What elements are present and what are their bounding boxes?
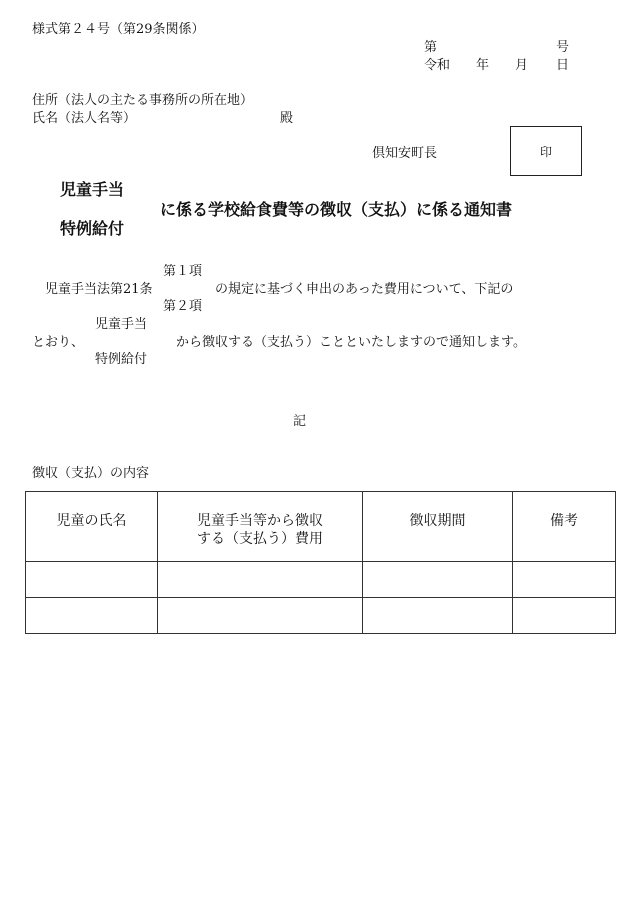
ki-mark: 記 [293,414,307,429]
header-child-name: 児童の氏名 [26,492,158,562]
seal-label: 印 [539,144,552,159]
table-row [26,598,616,634]
issuer-name: 倶知安町長 [372,146,438,161]
content-table [25,491,616,634]
date-day: 日 [556,58,570,73]
table-cell[interactable] [363,598,513,634]
title-main: に係る学校給食費等の徴収（支払）に係る通知書 [160,200,513,219]
title-option-a: 児童手当 [60,180,125,199]
table-cell[interactable] [158,598,363,634]
recipient-name-label: 氏名（法人名等） [32,111,137,126]
doc-number-prefix: 第 [424,40,438,55]
body-clause-2: 第２項 [163,299,203,314]
table-cell[interactable] [363,562,513,598]
date-era: 令和 [424,58,451,73]
form-label: 様式第２４号（第29条関係） [32,22,205,37]
doc-number-suffix: 号 [556,40,570,55]
table-cell[interactable] [26,598,158,634]
title-option-b: 特例給付 [60,219,125,238]
body-clause-1: 第１項 [163,264,203,279]
header-period: 徴収期間 [363,492,513,562]
table-cell[interactable] [26,562,158,598]
table-cell[interactable] [513,562,616,598]
date-year: 年 [476,58,490,73]
recipient-honorific: 殿 [280,111,294,126]
table-cell[interactable] [513,598,616,634]
date-month: 月 [515,58,529,73]
body-line1-rest: の規定に基づく申出のあった費用について、下記の [215,282,514,297]
table-row [26,562,616,598]
table-header-row [26,492,616,562]
body-line2-rest: から徴収する（支払う）ことといたしますので通知します。 [176,335,526,350]
seal-box [510,126,582,176]
header-fee: 児童手当等から徴収 する（支払う）費用 [158,492,363,562]
header-remarks: 備考 [513,492,616,562]
section-label: 徴収（支払）の内容 [32,466,150,481]
table-cell[interactable] [158,562,363,598]
recipient-address-label: 住所（法人の主たる事務所の所在地） [32,93,254,108]
body-line2-start: とおり、 [32,335,85,350]
body-option-b: 特例給付 [95,352,148,367]
body-option-a: 児童手当 [95,317,148,332]
body-law: 児童手当法第21条 [45,282,153,297]
